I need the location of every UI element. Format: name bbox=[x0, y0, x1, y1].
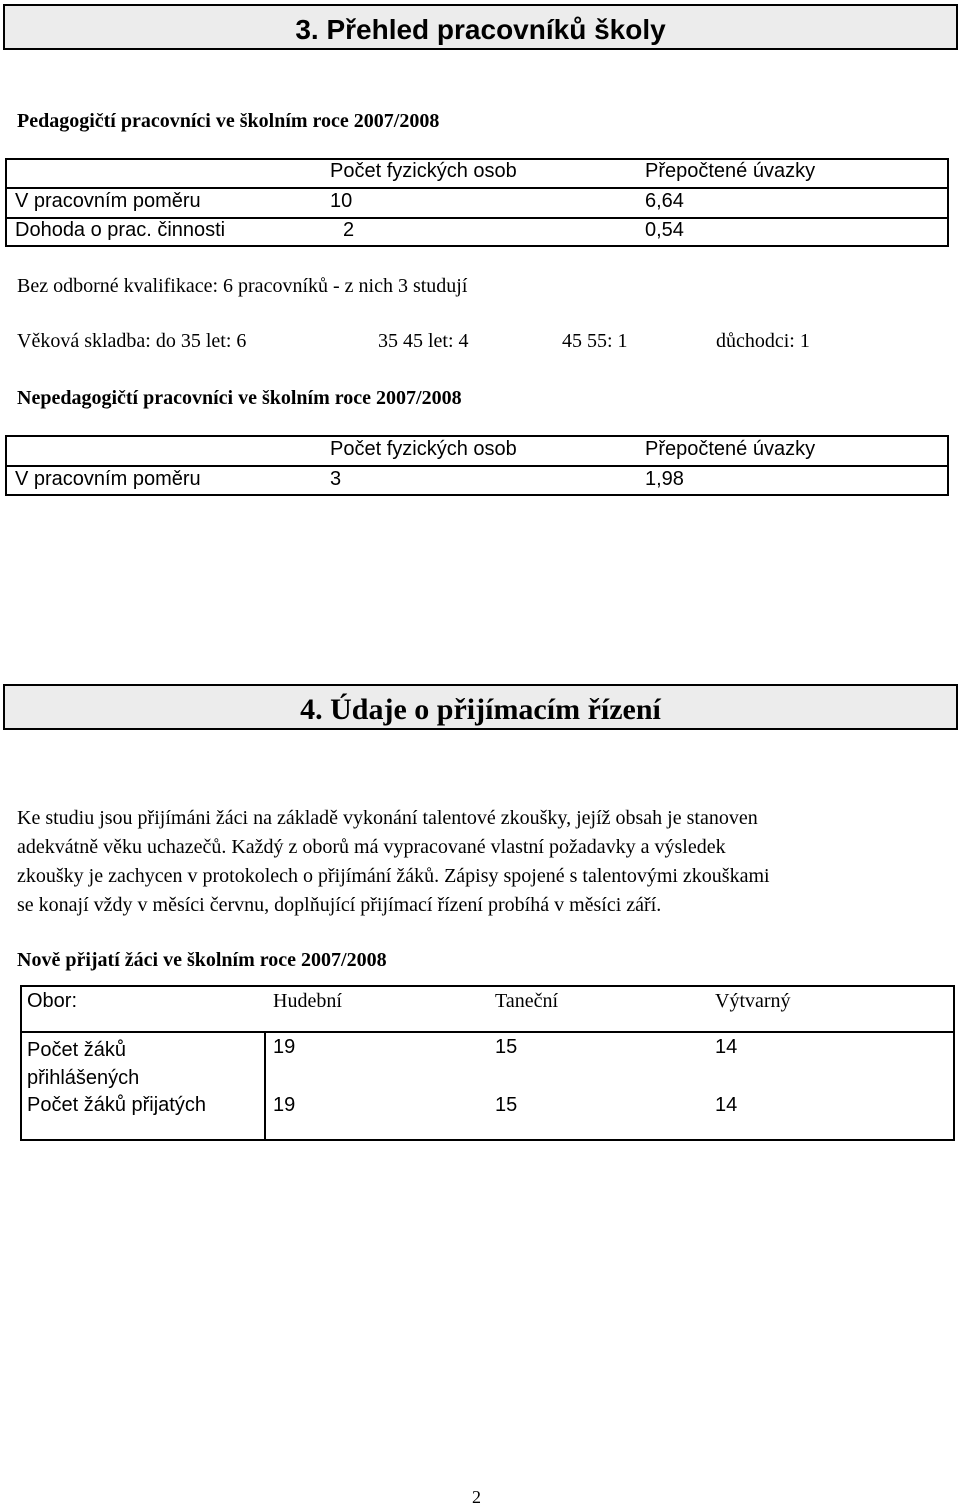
admission-paragraph-line: Ke studiu jsou přijímáni žáci na základě vykonání talentové zkoušky, jejíž obsah je stanoven bbox=[17, 807, 758, 829]
admissions-row-applied-label-line1: Počet žáků bbox=[27, 1039, 126, 1061]
section-3-title bbox=[3, 4, 958, 50]
admissions-row-accepted-art: 14 bbox=[715, 1094, 738, 1116]
pedagogical-row-1-label: V pracovním poměru bbox=[15, 190, 201, 212]
admissions-header-music: Hudební bbox=[273, 990, 342, 1012]
admissions-row-accepted-music: 19 bbox=[273, 1094, 296, 1116]
admissions-header-dance: Taneční bbox=[495, 990, 559, 1012]
age-composition-part-4: důchodci: 1 bbox=[716, 330, 810, 352]
nonpedagogical-heading: Nepedagogičtí pracovníci ve školním roce 2007/2008 bbox=[17, 387, 462, 409]
admissions-row-applied-dance: 15 bbox=[495, 1036, 518, 1058]
admissions-header-field: Obor: bbox=[27, 990, 78, 1012]
pedagogical-heading: Pedagogičtí pracovníci ve školním roce 2007/2008 bbox=[17, 110, 440, 132]
pedagogical-col-persons: Počet fyzických osob bbox=[330, 160, 517, 182]
section-3-title-text: 3. Přehled pracovníků školy bbox=[295, 14, 666, 45]
qualification-text: Bez odborné kvalifikace: 6 pracovníků - z nich 3 studují bbox=[17, 275, 468, 297]
pedagogical-row-1-fte: 6,64 bbox=[645, 190, 684, 212]
section-4-title-text: 4. Údaje o přijímacím řízení bbox=[300, 693, 661, 726]
nonpedagogical-row-1-persons: 3 bbox=[330, 468, 342, 490]
pedagogical-row-1-persons: 10 bbox=[330, 190, 353, 212]
nonpedagogical-row-1-label: V pracovním poměru bbox=[15, 468, 201, 490]
pedagogical-row-2-persons: 2 bbox=[343, 219, 355, 241]
admission-paragraph-line: zkoušky je zachycen v protokolech o přijímání žáků. Zápisy spojené s talentovými zkouškami bbox=[17, 865, 770, 887]
nonpedagogical-row-1-fte: 1,98 bbox=[645, 468, 684, 490]
admissions-header-art: Výtvarný bbox=[715, 990, 791, 1012]
age-composition-part-1: Věková skladba: do 35 let: 6 bbox=[17, 330, 247, 352]
pedagogical-col-fte: Přepočtené úvazky bbox=[645, 160, 816, 182]
admission-paragraph-line: adekvátně věku uchazečů. Každý z oborů má vypracované vlastní požadavky a výsledek bbox=[17, 836, 726, 858]
admissions-row-applied-music: 19 bbox=[273, 1036, 296, 1058]
admissions-row-applied-art: 14 bbox=[715, 1036, 738, 1058]
admissions-row-accepted-label: Počet žáků přijatých bbox=[27, 1094, 206, 1116]
table-divider bbox=[20, 1031, 955, 1033]
nonpedagogical-col-persons: Počet fyzických osob bbox=[330, 438, 517, 460]
admissions-heading: Nově přijatí žáci ve školním roce 2007/2008 bbox=[17, 949, 387, 971]
table-divider bbox=[5, 187, 949, 189]
table-divider bbox=[264, 1031, 266, 1141]
pedagogical-row-2-fte: 0,54 bbox=[645, 219, 684, 241]
admission-paragraph-line: se konají vždy v měsíci červnu, doplňující přijímací řízení probíhá v měsíci září. bbox=[17, 894, 662, 916]
admissions-row-applied-label bbox=[27, 1036, 139, 1092]
nonpedagogical-col-fte: Přepočtené úvazky bbox=[645, 438, 816, 460]
age-composition-part-2: 35 45 let: 4 bbox=[378, 330, 469, 352]
section-4-title bbox=[3, 684, 958, 730]
admissions-row-accepted-dance: 15 bbox=[495, 1094, 518, 1116]
admissions-row-applied-label-line2: přihlášených bbox=[27, 1067, 140, 1089]
pedagogical-row-2-label: Dohoda o prac. činnosti bbox=[15, 219, 226, 241]
admissions-table bbox=[20, 985, 955, 1141]
age-composition-part-3: 45 55: 1 bbox=[562, 330, 628, 352]
admission-paragraph bbox=[17, 804, 947, 920]
table-divider bbox=[5, 465, 949, 467]
page-number: 2 bbox=[472, 1487, 481, 1507]
